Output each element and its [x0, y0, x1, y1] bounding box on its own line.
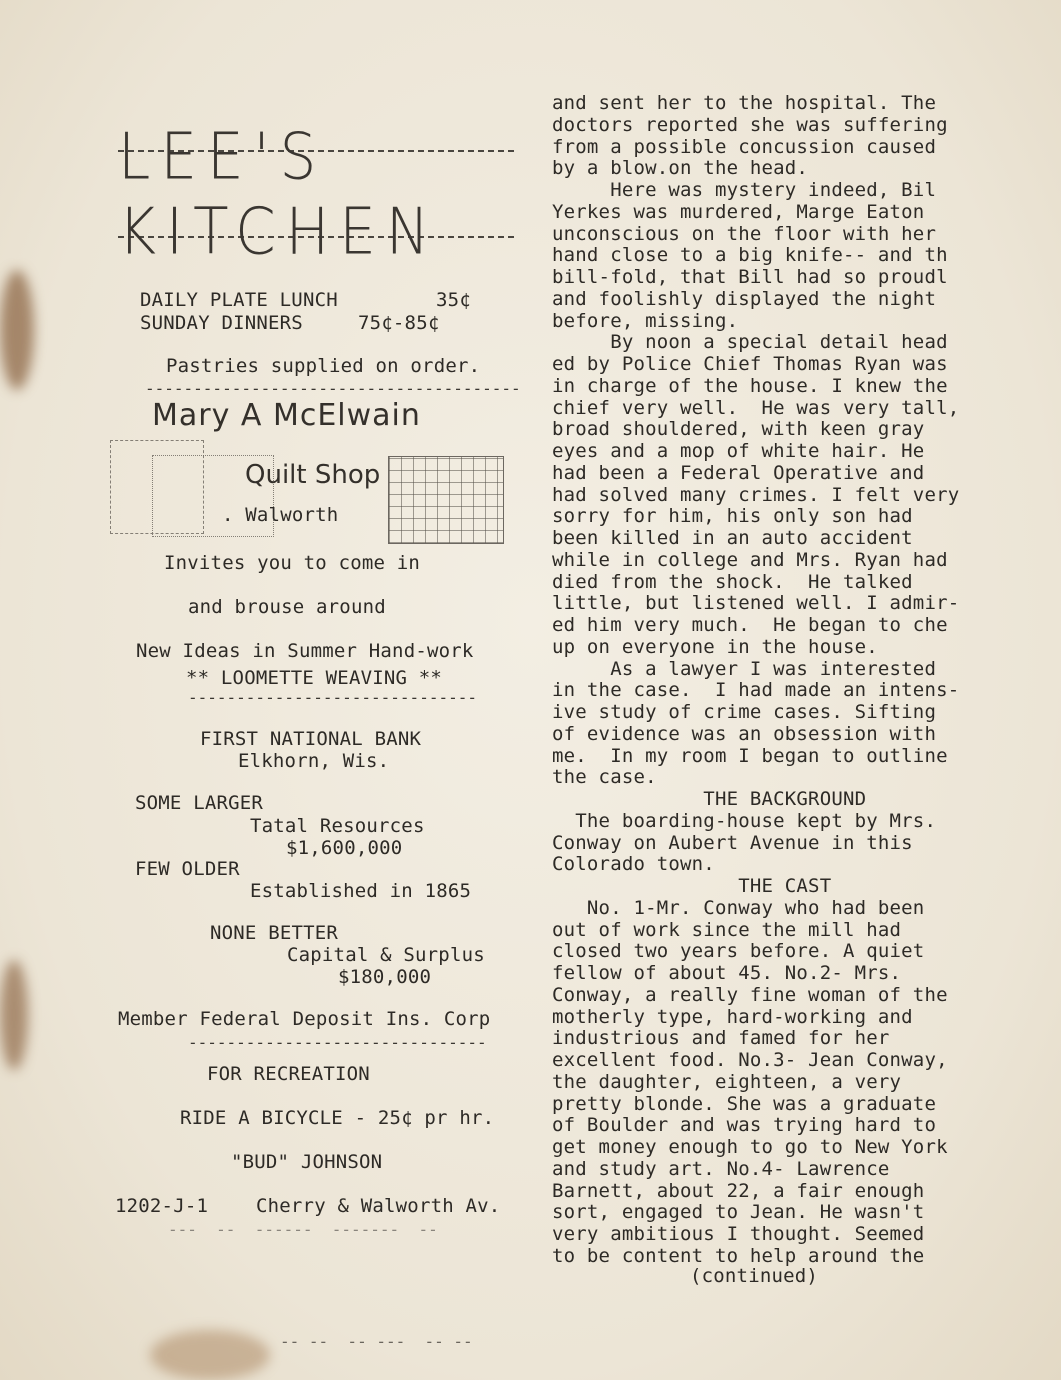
story-line: from a possible concussion caused — [552, 135, 937, 158]
story-line: THE CAST — [552, 875, 832, 897]
story-line: been killed in an auto accident — [552, 527, 913, 549]
story-line: and sent her to the hospital. The — [552, 92, 937, 114]
story-line: THE BACKGROUND — [552, 788, 867, 810]
story-line: by a blow.on the head. — [552, 157, 809, 180]
story-line: Yerkes was murdered, Marge Eaton — [552, 200, 925, 223]
bud-johnson: "BUD" JOHNSON — [231, 1151, 383, 1173]
story-line: Conway on Aubert Avenue in this — [552, 831, 913, 854]
bottom-smudge-text: -- -- -- --- -- -- — [280, 1332, 473, 1351]
story-line: and foolishly displayed the night — [552, 287, 937, 310]
story-line: closed two years before. A quiet — [552, 940, 925, 963]
story-line: excellent food. No.3- Jean Conway, — [552, 1049, 948, 1071]
some-larger: SOME LARGER — [135, 792, 264, 814]
bank-name: FIRST NATIONAL BANK — [200, 728, 422, 750]
browse-text: and brouse around — [188, 596, 386, 618]
story-line: The boarding-house kept by Mrs. — [552, 809, 937, 832]
pastries-note: Pastries supplied on order. — [166, 355, 481, 377]
street-address: Cherry & Walworth Av. — [256, 1195, 501, 1217]
story-line: had solved many crimes. I felt very — [552, 483, 960, 506]
kitchen-logo-text: LEE'S KITCHEN — [118, 119, 440, 269]
continued-label: (continued) — [690, 1265, 819, 1287]
capital-label: Capital & Surplus — [287, 944, 485, 966]
divider-2: ------------------------------ — [188, 688, 477, 707]
story-line: broad shouldered, with keen gray — [552, 418, 925, 441]
invites-text: Invites you to come in — [164, 552, 421, 574]
story-line: Barnett, about 22, a fair enough — [552, 1179, 925, 1202]
story-line: died from the shock. He talked — [552, 570, 913, 593]
story-line: By noon a special detail head — [552, 331, 948, 354]
lunch-price: 35¢ — [436, 289, 471, 311]
established-text: Established in 1865 — [250, 880, 472, 902]
phone-number: 1202-J-1 — [115, 1195, 209, 1217]
story-line: Here was mystery indeed, Bil — [552, 179, 937, 201]
loomette-weaving: ** LOOMETTE WEAVING ** — [186, 667, 443, 689]
story-line: of evidence was an obsession with — [552, 722, 937, 745]
story-line: had been a Federal Operative and — [552, 461, 925, 484]
burn-mark-bottom-left — [150, 1330, 270, 1380]
total-resources-label: Tatal Resources — [250, 815, 425, 837]
dinner-label: SUNDAY DINNERS — [140, 312, 303, 334]
story-line: very ambitious I thought. Seemed — [552, 1223, 925, 1245]
story-line: out of work since the mill had — [552, 918, 902, 941]
recreation-heading: FOR RECREATION — [207, 1063, 370, 1085]
none-better: NONE BETTER — [210, 922, 339, 944]
new-ideas-text: New Ideas in Summer Hand-work — [136, 640, 474, 662]
story-line: Conway, a really fine woman of the — [552, 983, 948, 1006]
total-resources-value: $1,600,000 — [286, 837, 403, 859]
quilt-pattern-art — [388, 456, 504, 544]
story-line: while in college and Mrs. Ryan had — [552, 548, 948, 571]
story-line: doctors reported she was suffering — [552, 113, 948, 136]
story-line: bill-fold, that Bill had so proudl — [552, 266, 948, 288]
story-line: ive study of crime cases. Sifting — [552, 701, 937, 723]
kitchen-logo — [118, 119, 514, 269]
story-line: and study art. No.4- Lawrence — [552, 1157, 890, 1180]
story-line: fellow of about 45. No.2- Mrs. — [552, 962, 902, 984]
divider-3: ------------------------------- — [188, 1033, 487, 1052]
story-line: before, missing. — [552, 309, 739, 332]
story-line: little, but listened well. I admir- — [552, 592, 960, 615]
story-line: No. 1-Mr. Conway who had been — [552, 896, 925, 919]
divider-4: --- -- ------ ------- -- — [168, 1220, 438, 1239]
walworth-label: . Walworth — [222, 504, 339, 526]
dinner-price: 75¢-85¢ — [358, 312, 440, 334]
story-line: sort, engaged to Jean. He wasn't — [552, 1201, 925, 1224]
story-line: ed by Police Chief Thomas Ryan was — [552, 353, 948, 375]
story-line: ed him very much. He began to che — [552, 614, 948, 636]
story-line: to be content to help around the — [552, 1244, 925, 1267]
story-line: up on everyone in the house. — [552, 635, 878, 658]
burn-mark-top-left — [0, 270, 34, 390]
burn-mark-left — [0, 960, 28, 1070]
story-line: the case. — [552, 766, 657, 789]
quilt-shop-owner: Mary A McElwain — [152, 398, 421, 433]
story-line: motherly type, hard-working and — [552, 1005, 913, 1028]
story-line: in charge of the house. I knew the — [552, 374, 948, 397]
bicycle-offer: RIDE A BICYCLE - 25¢ pr hr. — [180, 1107, 495, 1129]
few-older: FEW OLDER — [135, 858, 240, 880]
story-line: of Boulder and was trying hard to — [552, 1114, 937, 1137]
capital-value: $180,000 — [338, 966, 432, 988]
story-line: me. In my room I began to outline — [552, 744, 948, 767]
story-line: in the case. I had made an intens- — [552, 679, 960, 702]
story-line: eyes and a mop of white hair. He — [552, 440, 925, 462]
divider-1: --------------------------------------- — [145, 379, 521, 398]
story-line: sorry for him, his only son had — [552, 505, 913, 528]
story-line: pretty blonde. She was a graduate — [552, 1092, 937, 1115]
story-line: As a lawyer I was interested — [552, 657, 937, 680]
story-line: get money enough to go to New York — [552, 1136, 948, 1158]
bank-city: Elkhorn, Wis. — [238, 750, 390, 772]
member-fdic: Member Federal Deposit Ins. Corp — [118, 1008, 491, 1030]
story-line: Colorado town. — [552, 853, 715, 876]
story-line: chief very well. He was very tall, — [552, 396, 960, 419]
story-line: the daughter, eighteen, a very — [552, 1070, 902, 1093]
story-line: hand close to a big knife-- and th — [552, 244, 948, 267]
lunch-label: DAILY PLATE LUNCH — [140, 289, 338, 311]
quilt-shop-name: Quilt Shop — [245, 460, 381, 490]
story-line: industrious and famed for her — [552, 1027, 890, 1050]
story-line: unconscious on the floor with her — [552, 222, 937, 245]
